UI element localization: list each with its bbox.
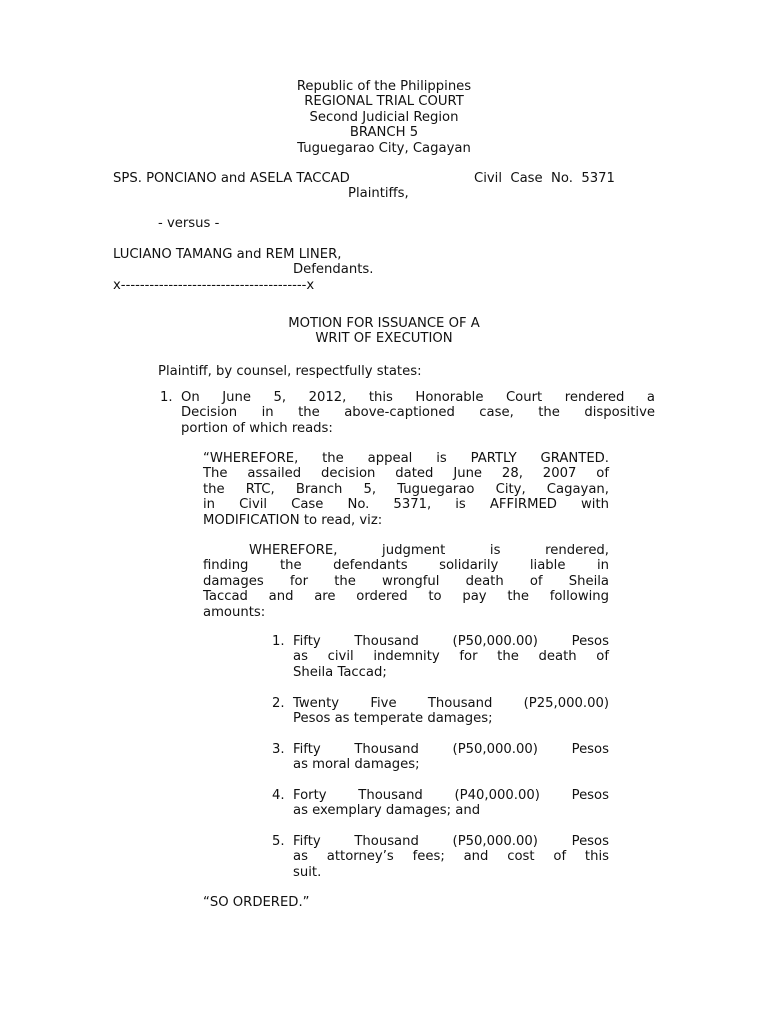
quote-line: the RTC, Branch 5, Tuguegarao City, Cagayan,: [203, 481, 609, 497]
paragraph-1-line: portion of which reads:: [181, 420, 333, 436]
header-republic: Republic of the Philippines: [296, 79, 472, 94]
award-line: Fifty Thousand (P50,000.00) Pesos: [293, 834, 609, 849]
award-line: as civil indemnity for the death of: [293, 649, 609, 665]
award-item: [293, 834, 609, 880]
paragraph-1-line: Decision in the above-captioned case, the dispositive: [181, 405, 655, 421]
item-number: 1.: [272, 634, 285, 649]
award-line: as exemplary damages; and: [293, 803, 481, 819]
paragraph-1-line: On June 5, 2012, this Honorable Court rendered a: [181, 390, 655, 405]
defendants-names: LUCIANO TAMANG and REM LINER,: [113, 247, 342, 262]
case-number: Civil Case No. 5371: [474, 171, 615, 186]
paragraph-number: 1.: [160, 390, 173, 405]
award-line: Forty Thousand (P40,000.00) Pesos: [293, 788, 609, 803]
judgment-line: WHEREFORE, judgment is rendered,: [249, 543, 609, 558]
award-item: [293, 742, 609, 773]
award-item: [293, 696, 609, 727]
plaintiffs-label: Plaintiffs,: [348, 186, 409, 201]
quote-line: MODIFICATION to read, viz:: [203, 512, 383, 528]
award-line: as moral damages;: [293, 757, 420, 773]
quoted-decision: [203, 451, 609, 528]
judgment-line: Taccad and are ordered to pay the following: [203, 589, 609, 605]
title-line-2: WRIT OF EXECUTION: [315, 331, 453, 347]
award-line: Fifty Thousand (P50,000.00) Pesos: [293, 742, 609, 757]
header-court: REGIONAL TRIAL COURT: [304, 94, 464, 110]
judgment-line: amounts:: [203, 604, 266, 620]
intro-paragraph: Plaintiff, by counsel, respectfully states:: [158, 364, 422, 379]
caption-separator: x---------------------------------------x: [113, 278, 315, 293]
quote-line: in Civil Case No. 5371, is AFFIRMED with: [203, 497, 609, 513]
header-region: Second Judicial Region: [309, 109, 459, 125]
award-line: Sheila Taccad;: [293, 664, 387, 680]
so-ordered: “SO ORDERED.”: [203, 895, 310, 910]
judgment-paragraph: [203, 543, 609, 620]
plaintiffs-names: SPS. PONCIANO and ASELA TACCAD: [113, 171, 350, 186]
quote-line: The assailed decision dated June 28, 2007 of: [203, 466, 609, 482]
award-item: [293, 788, 609, 819]
title-line-1: MOTION FOR ISSUANCE OF A: [288, 316, 480, 331]
item-number: 5.: [272, 834, 285, 849]
judgment-line: finding the defendants solidarily liable in: [203, 558, 609, 574]
item-number: 2.: [272, 696, 285, 711]
award-line: as attorney’s fees; and cost of this: [293, 849, 609, 865]
award-line: Pesos as temperate damages;: [293, 711, 493, 727]
award-line: Fifty Thousand (P50,000.00) Pesos: [293, 634, 609, 649]
court-header: [0, 79, 768, 156]
judgment-line: damages for the wrongful death of Sheila: [203, 573, 609, 589]
award-line: Twenty Five Thousand (P25,000.00): [293, 696, 609, 711]
item-number: 4.: [272, 788, 285, 803]
header-city: Tuguegarao City, Cagayan: [297, 140, 471, 156]
header-branch: BRANCH 5: [349, 125, 419, 141]
quote-line: “WHEREFORE, the appeal is PARTLY GRANTED.: [203, 451, 609, 466]
paragraph-1: [181, 390, 655, 436]
award-item: [293, 634, 609, 680]
defendants-label: Defendants.: [293, 262, 374, 277]
item-number: 3.: [272, 742, 285, 757]
award-line: suit.: [293, 864, 322, 880]
versus: - versus -: [158, 216, 220, 231]
motion-title: [0, 316, 768, 347]
